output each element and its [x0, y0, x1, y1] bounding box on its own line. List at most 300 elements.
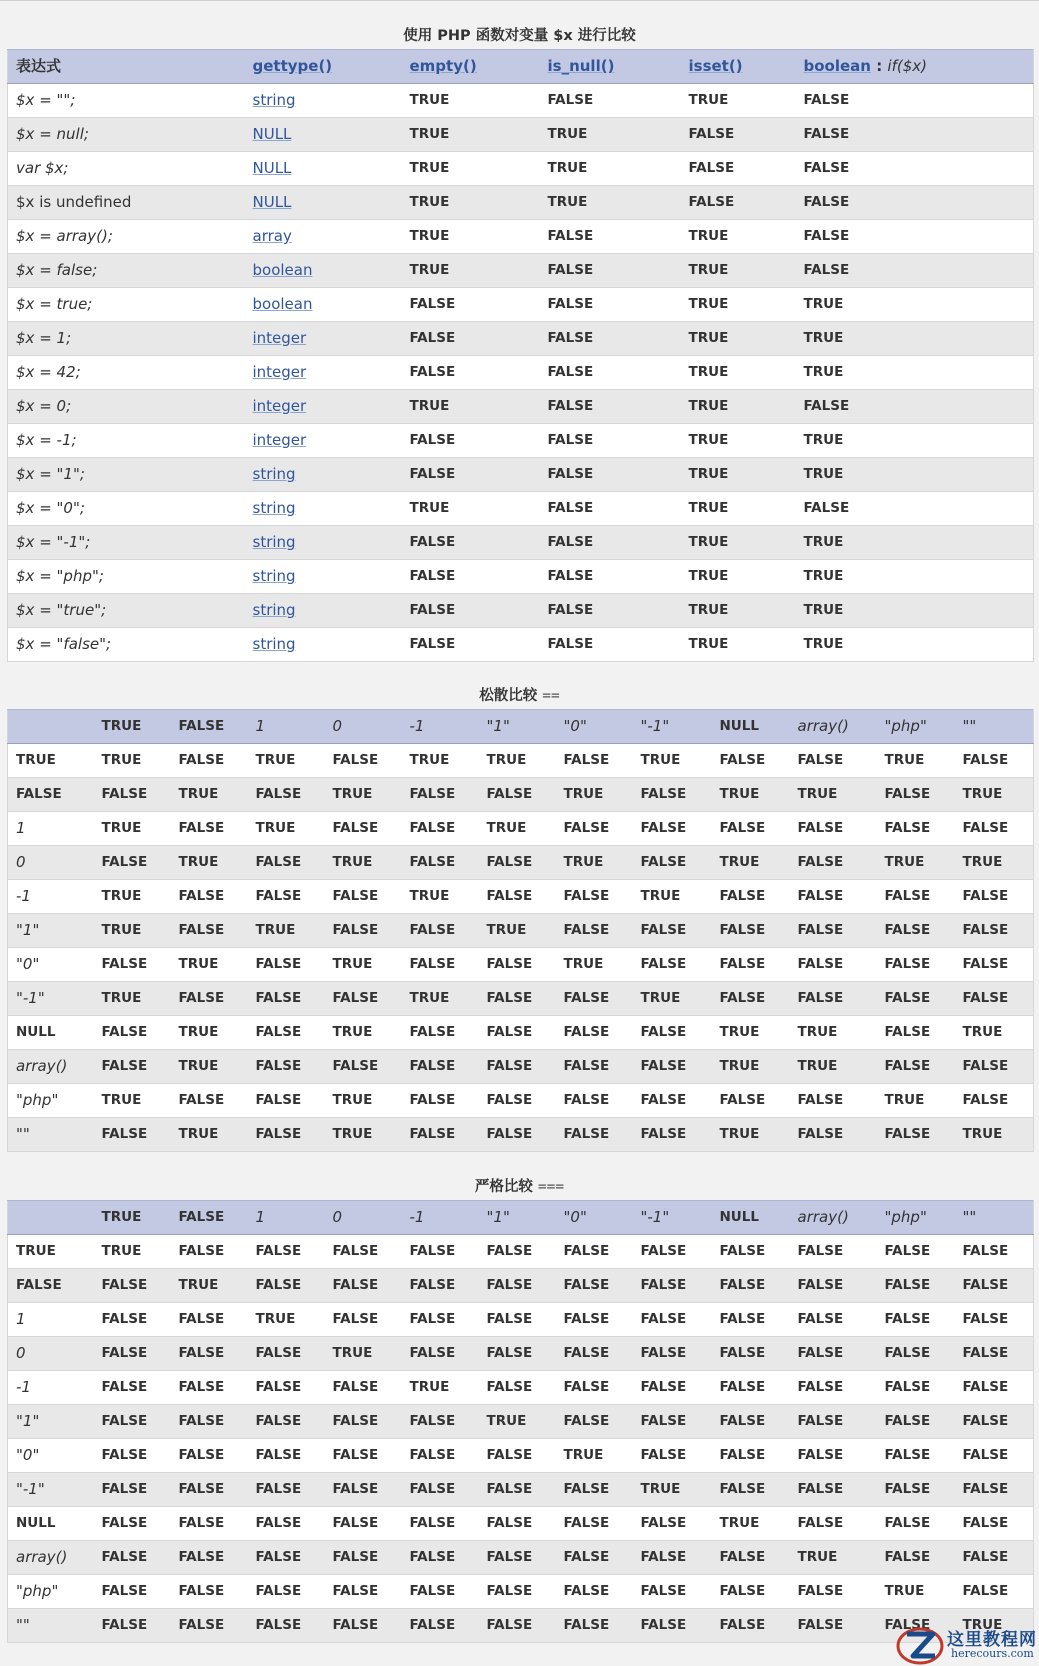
isset-link[interactable]: isset() — [688, 57, 743, 75]
result-cell: FALSE — [796, 118, 1034, 152]
result-cell: FALSE — [955, 1084, 1034, 1118]
result-cell: FALSE — [94, 1337, 171, 1371]
result-cell: TRUE — [796, 628, 1034, 662]
result-cell: FALSE — [94, 1303, 171, 1337]
table-row — [8, 1507, 1034, 1541]
type-cell[interactable] — [245, 628, 402, 662]
type-link[interactable]: NULL — [252, 159, 292, 177]
result-cell: FALSE — [540, 288, 681, 322]
result-cell: FALSE — [540, 356, 681, 390]
result-cell: FALSE — [712, 1405, 790, 1439]
result-cell: FALSE — [171, 982, 248, 1016]
result-cell: TRUE — [681, 390, 796, 424]
type-cell[interactable] — [245, 356, 402, 390]
result-cell: FALSE — [712, 982, 790, 1016]
expression-cell — [8, 288, 245, 322]
type-link[interactable]: integer — [252, 431, 307, 449]
result-cell: FALSE — [94, 1405, 171, 1439]
result-cell: TRUE — [479, 812, 556, 846]
result-cell: TRUE — [681, 356, 796, 390]
result-cell: TRUE — [796, 424, 1034, 458]
result-cell: FALSE — [955, 1575, 1034, 1609]
result-cell: FALSE — [479, 1303, 556, 1337]
result-cell: FALSE — [712, 948, 790, 982]
boolean-link[interactable]: boolean — [803, 57, 871, 75]
table3-operator: === — [537, 1179, 565, 1195]
result-cell: FALSE — [325, 1235, 402, 1269]
result-cell: FALSE — [402, 1084, 479, 1118]
result-cell: FALSE — [955, 1439, 1034, 1473]
result-cell: TRUE — [540, 118, 681, 152]
result-cell: FALSE — [556, 1016, 633, 1050]
result-cell: FALSE — [955, 982, 1034, 1016]
table-row — [8, 594, 1034, 628]
column-header: "0" — [556, 710, 633, 744]
result-cell: FALSE — [790, 1575, 877, 1609]
result-cell: FALSE — [633, 1575, 712, 1609]
result-cell: FALSE — [325, 880, 402, 914]
row-header-cell: FALSE — [8, 1269, 94, 1303]
result-cell: TRUE — [325, 948, 402, 982]
result-cell: FALSE — [556, 1609, 633, 1643]
result-cell: FALSE — [540, 594, 681, 628]
result-cell: FALSE — [325, 744, 402, 778]
is-null-link[interactable]: is_null() — [547, 57, 615, 75]
column-header: "php" — [877, 710, 955, 744]
result-cell: FALSE — [94, 1473, 171, 1507]
result-cell: FALSE — [877, 1118, 955, 1152]
result-cell: FALSE — [402, 1609, 479, 1643]
row-header-cell: FALSE — [8, 778, 94, 812]
result-cell: FALSE — [248, 948, 325, 982]
result-cell: TRUE — [325, 1016, 402, 1050]
result-cell: FALSE — [325, 1050, 402, 1084]
table1-header-empty[interactable] — [402, 50, 540, 84]
table1-caption — [0, 26, 1039, 46]
result-cell: FALSE — [540, 84, 681, 118]
type-cell[interactable] — [245, 254, 402, 288]
result-cell: FALSE — [633, 948, 712, 982]
result-cell: FALSE — [540, 254, 681, 288]
result-cell: TRUE — [681, 492, 796, 526]
result-cell: FALSE — [556, 1371, 633, 1405]
result-cell: TRUE — [796, 526, 1034, 560]
result-cell: TRUE — [955, 1118, 1034, 1152]
result-cell: FALSE — [402, 778, 479, 812]
result-cell: FALSE — [248, 1118, 325, 1152]
result-cell: FALSE — [790, 1269, 877, 1303]
result-cell: FALSE — [248, 1371, 325, 1405]
result-cell: TRUE — [955, 1016, 1034, 1050]
result-cell: FALSE — [633, 1609, 712, 1643]
row-header-cell: "0" — [8, 948, 94, 982]
result-cell: FALSE — [479, 982, 556, 1016]
type-link[interactable]: string — [252, 465, 296, 483]
result-cell: TRUE — [248, 744, 325, 778]
result-cell: FALSE — [402, 914, 479, 948]
result-cell: TRUE — [171, 1016, 248, 1050]
table-row — [8, 1235, 1034, 1269]
result-cell: FALSE — [877, 1473, 955, 1507]
result-cell: FALSE — [877, 880, 955, 914]
result-cell: TRUE — [402, 744, 479, 778]
result-cell: TRUE — [171, 1118, 248, 1152]
result-cell: FALSE — [633, 1235, 712, 1269]
result-cell: FALSE — [402, 1269, 479, 1303]
result-cell: FALSE — [94, 1269, 171, 1303]
column-header: NULL — [712, 710, 790, 744]
result-cell: FALSE — [712, 1541, 790, 1575]
row-header-cell: "php" — [8, 1575, 94, 1609]
result-cell: FALSE — [790, 1235, 877, 1269]
result-cell: FALSE — [877, 1235, 955, 1269]
table-row — [8, 628, 1034, 662]
result-cell: FALSE — [479, 1016, 556, 1050]
expression-cell — [8, 220, 245, 254]
result-cell: FALSE — [325, 1541, 402, 1575]
type-cell[interactable] — [245, 288, 402, 322]
result-cell: FALSE — [325, 1575, 402, 1609]
table-row — [8, 220, 1034, 254]
result-cell: FALSE — [171, 744, 248, 778]
table-row — [8, 1439, 1034, 1473]
type-cell[interactable] — [245, 458, 402, 492]
result-cell: FALSE — [955, 1405, 1034, 1439]
expression-cell — [8, 560, 245, 594]
empty-link[interactable]: empty() — [409, 57, 477, 75]
result-cell: FALSE — [171, 1439, 248, 1473]
result-cell: TRUE — [556, 948, 633, 982]
result-cell: FALSE — [681, 118, 796, 152]
strict-comparison-table — [7, 1200, 1034, 1643]
type-link[interactable]: string — [252, 91, 296, 109]
result-cell: FALSE — [877, 1050, 955, 1084]
result-cell: FALSE — [171, 812, 248, 846]
type-cell[interactable] — [245, 594, 402, 628]
row-header-cell: TRUE — [8, 1235, 94, 1269]
result-cell: FALSE — [94, 1609, 171, 1643]
result-cell: FALSE — [790, 1337, 877, 1371]
result-cell: TRUE — [402, 118, 540, 152]
result-cell: FALSE — [877, 1609, 955, 1643]
result-cell: FALSE — [479, 1118, 556, 1152]
table-row — [8, 880, 1034, 914]
type-cell[interactable] — [245, 322, 402, 356]
result-cell: FALSE — [790, 948, 877, 982]
expression-text: $x = ""; — [16, 91, 76, 109]
expression-text: $x = true; — [16, 295, 93, 313]
result-cell: FALSE — [877, 1016, 955, 1050]
row-header-cell: array() — [8, 1541, 94, 1575]
loose-comparison-table — [7, 709, 1034, 1152]
column-header: 0 — [325, 710, 402, 744]
table-row — [8, 458, 1034, 492]
result-cell: TRUE — [712, 846, 790, 880]
result-cell: FALSE — [633, 1337, 712, 1371]
row-header-cell: "" — [8, 1609, 94, 1643]
result-cell: FALSE — [712, 1439, 790, 1473]
result-cell: FALSE — [955, 812, 1034, 846]
type-cell[interactable] — [245, 492, 402, 526]
result-cell: FALSE — [479, 1473, 556, 1507]
table-row — [8, 1084, 1034, 1118]
result-cell: FALSE — [556, 744, 633, 778]
result-cell: FALSE — [402, 356, 540, 390]
result-cell: FALSE — [556, 1473, 633, 1507]
table2-caption — [0, 686, 1039, 706]
row-header-cell: -1 — [8, 880, 94, 914]
column-header: 1 — [248, 1201, 325, 1235]
result-cell: FALSE — [479, 1050, 556, 1084]
result-cell: TRUE — [248, 812, 325, 846]
result-cell: FALSE — [877, 1371, 955, 1405]
result-cell: FALSE — [712, 1269, 790, 1303]
result-cell: FALSE — [402, 1050, 479, 1084]
column-header: "0" — [556, 1201, 633, 1235]
result-cell: TRUE — [877, 1084, 955, 1118]
expression-text: $x = "true"; — [16, 601, 107, 619]
type-link[interactable]: boolean — [252, 295, 313, 313]
type-cell[interactable] — [245, 560, 402, 594]
result-cell: FALSE — [248, 1439, 325, 1473]
result-cell: FALSE — [94, 1575, 171, 1609]
result-cell: FALSE — [877, 1541, 955, 1575]
result-cell: FALSE — [479, 1084, 556, 1118]
type-cell[interactable] — [245, 152, 402, 186]
table1-header-isset[interactable] — [681, 50, 796, 84]
result-cell: TRUE — [94, 880, 171, 914]
type-cell[interactable] — [245, 424, 402, 458]
row-header-cell: 1 — [8, 1303, 94, 1337]
result-cell: FALSE — [479, 1541, 556, 1575]
type-cell[interactable] — [245, 390, 402, 424]
result-cell: FALSE — [402, 1235, 479, 1269]
row-header-cell: "-1" — [8, 1473, 94, 1507]
result-cell: FALSE — [171, 1575, 248, 1609]
column-header: "php" — [877, 1201, 955, 1235]
expression-text: $x = "php"; — [16, 567, 104, 585]
type-link[interactable]: NULL — [252, 193, 292, 211]
column-header: "1" — [479, 1201, 556, 1235]
if-expression: if($x) — [887, 57, 927, 75]
result-cell: TRUE — [402, 390, 540, 424]
table3-header-row — [8, 1201, 1034, 1235]
expression-cell — [8, 84, 245, 118]
result-cell: FALSE — [556, 982, 633, 1016]
row-header-cell: NULL — [8, 1507, 94, 1541]
result-cell: TRUE — [479, 914, 556, 948]
table1-header-gettype[interactable] — [245, 50, 402, 84]
result-cell: FALSE — [556, 914, 633, 948]
result-cell: FALSE — [479, 880, 556, 914]
result-cell: TRUE — [796, 560, 1034, 594]
result-cell: FALSE — [712, 1235, 790, 1269]
result-cell: FALSE — [94, 1016, 171, 1050]
result-cell: FALSE — [479, 846, 556, 880]
result-cell: TRUE — [790, 778, 877, 812]
result-cell: FALSE — [877, 1405, 955, 1439]
table-row — [8, 1541, 1034, 1575]
result-cell: FALSE — [248, 1337, 325, 1371]
column-header: -1 — [402, 1201, 479, 1235]
result-cell: FALSE — [790, 1609, 877, 1643]
result-cell: TRUE — [955, 778, 1034, 812]
result-cell: FALSE — [325, 1371, 402, 1405]
result-cell: FALSE — [955, 1507, 1034, 1541]
result-cell: FALSE — [790, 1118, 877, 1152]
result-cell: FALSE — [171, 1235, 248, 1269]
result-cell: FALSE — [556, 1303, 633, 1337]
corner-header — [8, 1201, 94, 1235]
result-cell: FALSE — [790, 1371, 877, 1405]
result-cell: TRUE — [556, 778, 633, 812]
table-row — [8, 492, 1034, 526]
result-cell: FALSE — [796, 254, 1034, 288]
result-cell: FALSE — [94, 1118, 171, 1152]
result-cell: TRUE — [325, 778, 402, 812]
result-cell: FALSE — [790, 1303, 877, 1337]
type-link[interactable]: string — [252, 601, 296, 619]
expression-cell — [8, 594, 245, 628]
result-cell: FALSE — [556, 812, 633, 846]
table1-header-is-null[interactable] — [540, 50, 681, 84]
expression-text: $x = 1; — [16, 329, 72, 347]
type-link[interactable]: string — [252, 533, 296, 551]
result-cell: FALSE — [325, 1269, 402, 1303]
result-cell: TRUE — [94, 1084, 171, 1118]
result-cell: FALSE — [402, 1439, 479, 1473]
table3-caption — [0, 1177, 1039, 1197]
result-cell: FALSE — [94, 1371, 171, 1405]
gettype-link[interactable]: gettype() — [252, 57, 333, 75]
expression-cell — [8, 118, 245, 152]
expression-text: $x is undefined — [16, 193, 132, 211]
table2-operator: == — [542, 688, 560, 704]
result-cell: TRUE — [94, 914, 171, 948]
type-link[interactable]: string — [252, 635, 296, 653]
result-cell: TRUE — [248, 1303, 325, 1337]
expression-text: $x = null; — [16, 125, 89, 143]
column-header: "-1" — [633, 1201, 712, 1235]
result-cell: TRUE — [877, 744, 955, 778]
result-cell: FALSE — [556, 1118, 633, 1152]
watermark-title: 这里教程网 — [947, 1630, 1037, 1650]
type-link[interactable]: boolean — [252, 261, 313, 279]
top-divider — [0, 0, 1039, 1]
result-cell: FALSE — [681, 186, 796, 220]
table-row — [8, 526, 1034, 560]
result-cell: FALSE — [955, 1473, 1034, 1507]
type-link[interactable]: string — [252, 567, 296, 585]
type-link[interactable]: string — [252, 499, 296, 517]
type-link[interactable]: NULL — [252, 125, 292, 143]
result-cell: TRUE — [877, 846, 955, 880]
result-cell: FALSE — [556, 1050, 633, 1084]
result-cell: FALSE — [796, 390, 1034, 424]
type-cell[interactable] — [245, 84, 402, 118]
boolean-separator: : — [870, 57, 888, 75]
result-cell: FALSE — [556, 1507, 633, 1541]
result-cell: FALSE — [633, 1269, 712, 1303]
result-cell: FALSE — [94, 778, 171, 812]
result-cell: TRUE — [681, 220, 796, 254]
result-cell: FALSE — [633, 1439, 712, 1473]
expression-cell — [8, 390, 245, 424]
result-cell: FALSE — [633, 1405, 712, 1439]
result-cell: FALSE — [171, 1609, 248, 1643]
type-link[interactable]: integer — [252, 363, 307, 381]
result-cell: FALSE — [325, 1507, 402, 1541]
table-row — [8, 982, 1034, 1016]
expression-text: $x = -1; — [16, 431, 77, 449]
result-cell: FALSE — [790, 1473, 877, 1507]
result-cell: FALSE — [171, 1405, 248, 1439]
type-cell[interactable] — [245, 186, 402, 220]
table1-header-row — [8, 50, 1034, 84]
table-row — [8, 744, 1034, 778]
result-cell: FALSE — [633, 1371, 712, 1405]
table-row — [8, 1371, 1034, 1405]
result-cell: TRUE — [402, 220, 540, 254]
result-cell: FALSE — [479, 1371, 556, 1405]
row-header-cell: "php" — [8, 1084, 94, 1118]
result-cell: FALSE — [248, 1405, 325, 1439]
expression-cell — [8, 322, 245, 356]
type-link[interactable]: integer — [252, 329, 307, 347]
column-header: array() — [790, 1201, 877, 1235]
type-link[interactable]: array — [252, 227, 292, 245]
type-cell[interactable] — [245, 526, 402, 560]
result-cell: FALSE — [556, 880, 633, 914]
result-cell: FALSE — [171, 1303, 248, 1337]
result-cell: FALSE — [325, 914, 402, 948]
php-functions-comparison-table — [7, 49, 1034, 662]
result-cell: FALSE — [556, 1405, 633, 1439]
result-cell: TRUE — [712, 1016, 790, 1050]
result-cell: FALSE — [877, 1303, 955, 1337]
result-cell: TRUE — [681, 322, 796, 356]
result-cell: TRUE — [325, 1084, 402, 1118]
result-cell: TRUE — [681, 424, 796, 458]
result-cell: TRUE — [248, 914, 325, 948]
result-cell: FALSE — [790, 846, 877, 880]
result-cell: FALSE — [248, 982, 325, 1016]
result-cell: FALSE — [248, 1269, 325, 1303]
type-cell[interactable] — [245, 220, 402, 254]
type-link[interactable]: integer — [252, 397, 307, 415]
result-cell: FALSE — [248, 1235, 325, 1269]
result-cell: FALSE — [877, 1439, 955, 1473]
result-cell: TRUE — [681, 594, 796, 628]
result-cell: FALSE — [955, 1541, 1034, 1575]
result-cell: FALSE — [540, 560, 681, 594]
result-cell: FALSE — [402, 424, 540, 458]
result-cell: FALSE — [402, 1575, 479, 1609]
result-cell: TRUE — [402, 982, 479, 1016]
table-row — [8, 152, 1034, 186]
result-cell: FALSE — [402, 1118, 479, 1152]
table-row — [8, 948, 1034, 982]
column-header: FALSE — [171, 710, 248, 744]
result-cell: FALSE — [402, 288, 540, 322]
result-cell: FALSE — [712, 812, 790, 846]
result-cell: FALSE — [712, 744, 790, 778]
result-cell: FALSE — [402, 458, 540, 492]
result-cell: FALSE — [479, 1269, 556, 1303]
type-cell[interactable] — [245, 118, 402, 152]
table-row — [8, 914, 1034, 948]
result-cell: FALSE — [790, 982, 877, 1016]
